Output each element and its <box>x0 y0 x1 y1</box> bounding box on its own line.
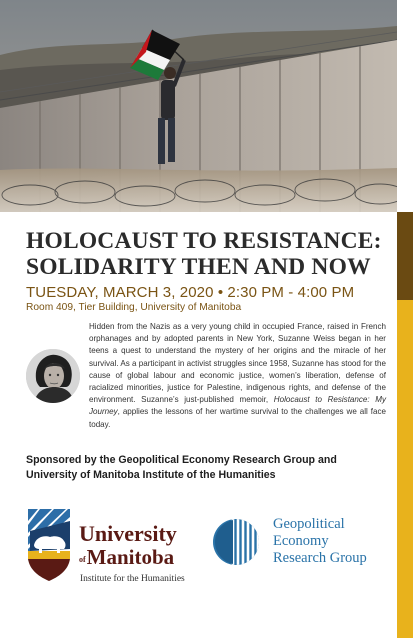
hero-photo <box>0 0 397 212</box>
gerg-name <box>273 516 367 567</box>
event-title <box>26 228 392 280</box>
speaker-bio <box>89 321 386 431</box>
sponsor-line: Sponsored by the Geopolitical Economy Research Group and <box>26 454 337 466</box>
event-title-line: SOLIDARITY THEN AND NOW <box>26 254 371 280</box>
book-title: Holocaust to Resistance: My Journey <box>89 395 386 417</box>
bison-shield-art <box>26 507 72 583</box>
speaker-portrait-art <box>26 349 80 403</box>
sponsor-line: University of Manitoba Institute of the Humanities <box>26 469 276 481</box>
globe-lines-icon <box>211 517 261 567</box>
bio-text-end: , applies the lessons of her wartime survival to the challenges we all face today. <box>89 407 386 429</box>
sponsors <box>26 453 391 483</box>
bio-text: Hidden from the Nazis as a very young child in occupied France, raised in French orphanages and by adopted parents in New York, Suzanne Weiss began in her teens a quest to understand the mystery of her origins and the miracle of her survival. As a participant in activist struggles since 1958, Suzanne has stood for the cause of global labour and economic justice, women’s liberation, defense of racialized minorities, justice for Palestine, indigenous rights, and defense of the environment. Suzanne’s just-published memoir, <box>89 322 386 405</box>
bison-shield-icon <box>26 507 72 583</box>
gerg-name-line: Research Group <box>273 550 367 566</box>
side-accent-dark <box>397 212 413 300</box>
gerg-name-line: Geopolitical <box>273 516 345 532</box>
event-datetime: TUESDAY, MARCH 3, 2020 • 2:30 PM - 4:00 PM <box>26 284 355 301</box>
um-unit: Institute for the Humanities <box>80 574 185 584</box>
hero-photo-art <box>0 0 397 212</box>
event-title-line: HOLOCAUST TO RESISTANCE: <box>26 228 382 254</box>
um-name: University <box>79 521 177 546</box>
um-name-line2 <box>79 546 174 569</box>
globe-lines-art <box>211 517 261 567</box>
speaker-portrait <box>26 349 80 403</box>
um-manitoba: Manitoba <box>86 545 175 569</box>
side-accent-gold <box>397 300 413 638</box>
gerg-name-line: Economy <box>273 533 329 549</box>
event-location: Room 409, Tier Building, University of Manitoba <box>26 302 242 313</box>
um-of: of <box>79 555 86 564</box>
